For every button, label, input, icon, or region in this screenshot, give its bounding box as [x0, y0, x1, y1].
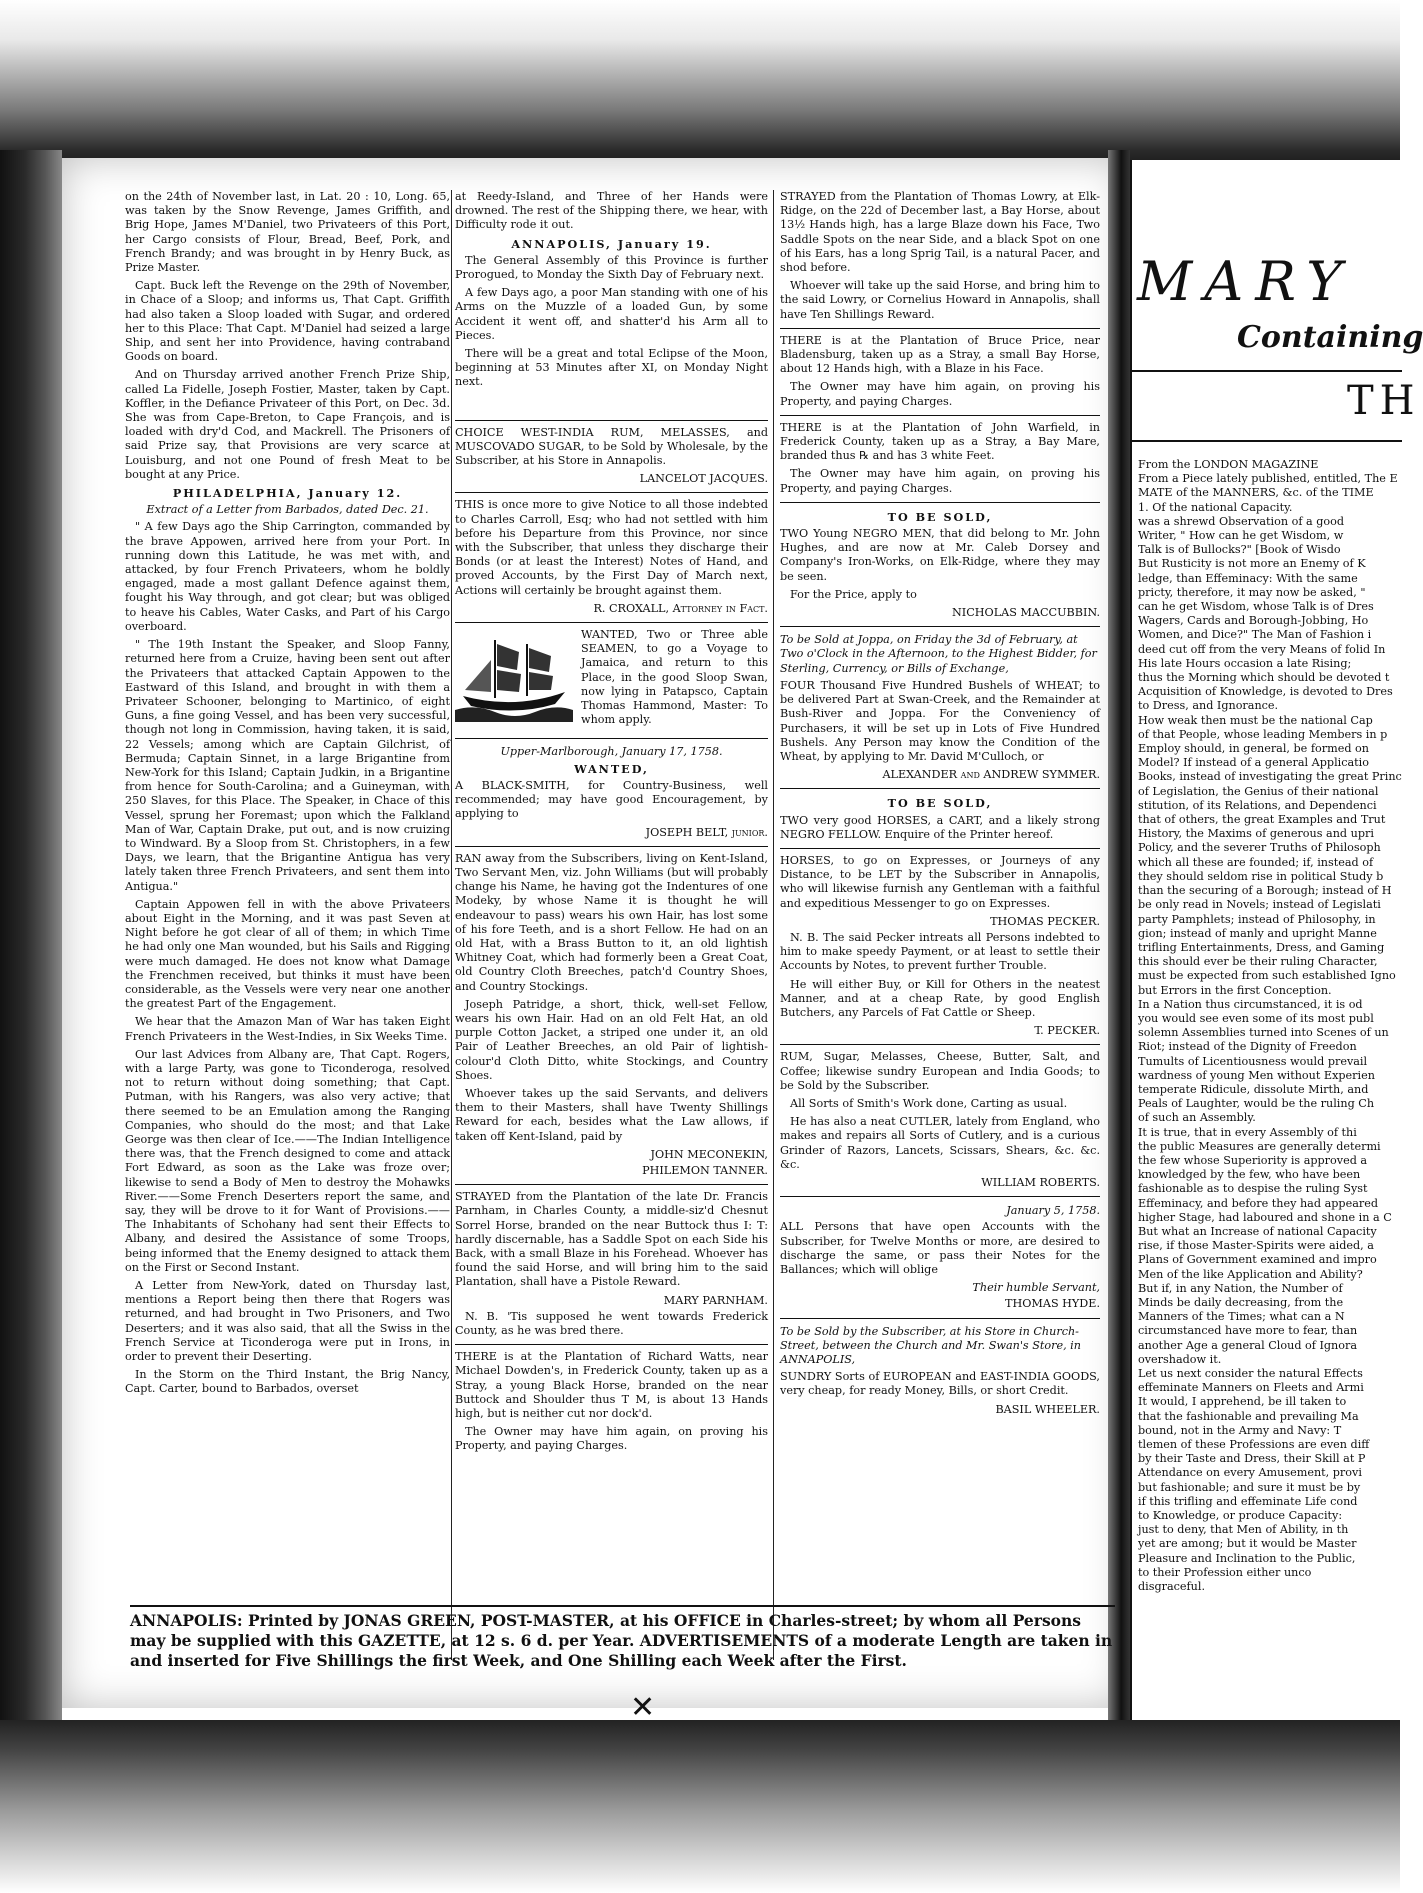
next-page-line: just to deny, that Men of Ability, in th: [1138, 1523, 1349, 1537]
advert-text: SUNDRY Sorts of EUROPEAN and EAST-INDIA GOODS, very cheap, for ready Money, Bills, or short Credit.: [780, 1370, 1100, 1398]
next-page-line: you would see even some of its most publ: [1138, 1011, 1374, 1025]
scan-shadow-top: [0, 0, 1400, 165]
next-page-line: Effeminacy, and before they had appeared: [1138, 1196, 1378, 1210]
advert-text: Joseph Patridge, a short, thick, well-set Fellow, wears his own Hair. Had on an old Felt Hat, an old purple Cotton Jacket, a striped one under it, an old Pair of Leather Breeches, an old Pair of lightish-colour'd Cloth Ditto, white Stockings, and Country Shoes.: [455, 997, 768, 1082]
advert-hyde: [780, 1196, 1100, 1311]
advert-text: Whoever takes up the said Servants, and delivers them to their Masters, shall have Twenty Shillings Reward for each, besides what the Law allows, if taken off Kent-Island, paid by: [455, 1086, 768, 1143]
next-page-subtitle: Containing: [1237, 320, 1423, 355]
advert-signature: BASIL WHEELER.: [995, 1402, 1100, 1416]
next-page-line: the public Measures are generally determi: [1138, 1139, 1381, 1153]
advert-text: TWO Young NEGRO MEN, that did belong to Mr. John Hughes, and are now at Mr. Caleb Dorsey and Company's Iron-Works, on Elk-Ridge, where they may be seen.: [780, 527, 1100, 583]
news-paragraph: at Reedy-Island, and Three of her Hands were drowned. The rest of the Shipping there, we hear, with Difficulty rode it out.: [455, 190, 768, 232]
next-page-body: [1138, 458, 1408, 1594]
next-page-line: the few whose Superiority is approved a: [1138, 1153, 1368, 1167]
advert-text: THIS is once more to give Notice to all those indebted to Charles Carroll, Esq; who had not settled with him before his Departure from this Province, nor since with the Subscriber, that unless they discharge their Bonds (or at least the Interest) Notes of Hand, and proved Accounts, by the First Day of March next, Actions will certainly be brought against them.: [455, 498, 768, 597]
advert-heading: WANTED,: [574, 761, 649, 776]
advert-text: CHOICE WEST-INDIA RUM, MELASSES, and MUSCOVADO SUGAR, to be Sold by Wholesale, by the Subscriber, at his Store in Annapolis.: [455, 425, 768, 468]
advert-text: HORSES, to go on Expresses, or Journeys of any Distance, to be LET by the Subscriber in Annapolis, who will likewise furnish any Gentleman with a faithful and expeditious Messenger to go on Expresses.: [780, 853, 1100, 910]
advert-signature: THOMAS HYDE.: [1005, 1297, 1100, 1311]
next-page-line: that of others, the great Examples and Trut: [1138, 813, 1386, 827]
advert-blacksmith: [455, 738, 768, 840]
page-gutter: [1108, 150, 1130, 1740]
next-page-line: Women, and Dice?" The Man of Fashion i: [1138, 628, 1372, 642]
next-page-line: by their Taste and Dress, their Skill at P: [1138, 1452, 1366, 1466]
advert-text: The Owner may have him again, on proving his Property, and paying Charges.: [780, 380, 1100, 408]
next-page-line: Books, instead of investigating the great Princ: [1138, 770, 1402, 784]
scan-shadow-bottom: [0, 1720, 1400, 1893]
rule: [1132, 370, 1402, 372]
next-page-line: but Errors in the first Conception.: [1138, 983, 1332, 997]
next-page-line: But Rusticity is not more an Enemy of K: [1138, 557, 1366, 571]
next-page-line: MATE of the MANNERS, &c. of the TIME: [1138, 486, 1374, 500]
next-page-line: temperate Ridicule, dissolute Mirth, and: [1138, 1082, 1369, 1096]
next-page-line: Peals of Laughter, would be the ruling Ch: [1138, 1097, 1375, 1111]
advert-wheat: [780, 626, 1100, 782]
next-page-line: Minds be daily decreasing, from the: [1138, 1295, 1344, 1309]
next-page-line: of Legislation, the Genius of their national: [1138, 784, 1379, 798]
next-page-line: wardness of young Men without Experien: [1138, 1068, 1375, 1082]
advert-heading: TO BE SOLD,: [887, 796, 993, 811]
next-page-line: Wagers, Cards and Borough-Jobbing, Ho: [1138, 614, 1369, 628]
next-page-line: of that People, whose leading Members in p: [1138, 727, 1388, 741]
next-page-line: tlemen of these Professions are even diff: [1138, 1438, 1370, 1452]
next-page-line: solemn Assemblies turned into Scenes of un: [1138, 1026, 1389, 1040]
advert-signature: WILLIAM ROBERTS.: [981, 1175, 1100, 1189]
advert-runaway: [455, 846, 768, 1178]
advert-text: WANTED, Two or Three able SEAMEN, to go a Voyage to Jamaica, and return to this Place, in the good Sloop Swan, now lying in Patapsco, Captain Thomas Hammond, Master: To whom apply.: [581, 628, 768, 727]
next-page-line: How weak then must be the national Cap: [1138, 713, 1373, 727]
advert-signature: JOSEPH BELT, junior.: [645, 825, 768, 839]
advert-price: [780, 328, 1100, 409]
letter-extract-heading: Extract of a Letter from Barbados, dated Dec. 21.: [146, 503, 429, 517]
column-3: [780, 190, 1100, 1419]
next-page-line: His late Hours occasion a late Rising;: [1138, 656, 1352, 670]
advert-negro-men: [780, 502, 1100, 620]
next-page-line: fashionable as to despise the ruling Syst: [1138, 1182, 1368, 1196]
next-page-line: Let us next consider the natural Effects: [1138, 1367, 1363, 1380]
next-page-line: to Dress, and Ignorance.: [1138, 699, 1279, 713]
next-page-line: be only read in Novels; instead of Legislati: [1138, 898, 1381, 912]
advert-text: RUM, Sugar, Melasses, Cheese, Butter, Salt, and Coffee; likewise sundry European and India Goods; to be Sold by the Subscriber.: [780, 1050, 1100, 1092]
news-paragraph: In the Storm on the Third Instant, the Brig Nancy, Capt. Carter, bound to Barbados, overset: [125, 1368, 450, 1396]
next-page-line: gion; instead of manly and upright Manne: [1138, 926, 1377, 940]
advert-text: N. B. 'Tis supposed he went towards Frederick County, as he was bred there.: [455, 1309, 768, 1338]
advert-signature: ALEXANDER and ANDREW SYMMER.: [882, 768, 1100, 782]
news-paragraph: We hear that the Amazon Man of War has taken Eight French Privateers in the West-Indies, in Six Weeks Time.: [125, 1015, 450, 1043]
next-page-line: circumstanced have more to fear, than: [1138, 1324, 1358, 1338]
column-rule: [773, 190, 774, 1660]
next-page-line: of such an Assembly.: [1138, 1111, 1256, 1125]
advert-text: STRAYED from the Plantation of Thomas Lowry, at Elk-Ridge, on the 22d of December last, a Bay Horse, about 13½ Hands high, has a large Blaze down his Face, Two Saddle Spots on the near Side, and a black Spot on one of his Ears, has a long Sprig Tail, is a natural Pacer, and shod before.: [780, 190, 1100, 275]
advert-dateline: To be Sold at Joppa, on Friday the 3d of February, at Two o'Clock in the Afternoon, to the Highest Bidder, for Sterling, Currency, or Bills of Exchange,: [780, 633, 1097, 675]
advert-lowry: [780, 190, 1100, 322]
news-paragraph: Our last Advices from Albany are, That Capt. Rogers, with a large Party, was gone to Ticonderoga, resolved not to return without doing something; that Capt. Putman, with his Rangers, was also very active; that there seemed to be an Emulation among the Ranging Companies, who should do the most; and that Lake George was then clear of Ice.——The Indian Intelligence there was, that the French designed to come and attack Fort Edward, as soon as the Lake was froze over; likewise to send a Body of Men to destroy the Mohawks River.——Some French Deserters report the same, and say, they will be drove to it for Want of Provisions.——The Inhabitants of Schohany had sent their Effects to Albany, and desired the Assistance of some Troops, being informed that the Enemy designed to attack them on the First or Second Instant.: [125, 1047, 450, 1274]
news-paragraph: And on Thursday arrived another French Prize Ship, called La Fidelle, Joseph Fostier, Master, taken by Capt. Koffler, in the Defiance Privateer of this Port, on Dec. 3d. She was from Cape-Breton, to Cape François, and is loaded with dry'd Cod, and Mackrell. The Prisoners of said Prize say, that Provisions are very scarce at Louisburg, and not one Pound of fresh Meat to be bought at any Price.: [125, 368, 450, 481]
next-page-line: Attendance on every Amusement, provi: [1138, 1466, 1362, 1480]
news-paragraph: on the 24th of November last, in Lat. 20 : 10, Long. 65, was taken by the Snow Revenge, James Griffith, and Brig Hope, James M'Daniel, two Privateers of this Port, her Cargo consists of Flour, Bread, Beef, Pork, and French Brandy; and was brought in by Henry Buck, as Prize Master.: [125, 190, 450, 275]
advert-signature: THOMAS PECKER.: [990, 914, 1100, 928]
next-page-line: History, the Maxims of generous and upri: [1138, 827, 1374, 841]
advert-text: He has also a neat CUTLER, lately from England, who makes and repairs all Sorts of Cutlery, and is a curious Grinder of Razors, Lancets, Scissars, Shears, &c. &c. &c.: [780, 1115, 1100, 1171]
next-page-line: disgraceful.: [1138, 1580, 1206, 1594]
next-page-line: if this trifling and effeminate Life cond: [1138, 1494, 1358, 1508]
next-page-line: rise, if those Master-Spirits were aided, a: [1138, 1239, 1374, 1253]
next-page-line: Model? If instead of a general Applicatio: [1138, 756, 1369, 770]
next-page-line: thus the Morning which should be devoted t: [1138, 671, 1390, 685]
next-page-title: MARY: [1137, 250, 1354, 313]
advert-wheeler: [780, 1318, 1100, 1417]
next-page-line: But what an Increase of national Capacity: [1138, 1224, 1377, 1238]
next-page-line: Writer, " How can he get Wisdom, w: [1138, 529, 1344, 543]
advert-heading: TO BE SOLD,: [887, 509, 993, 524]
next-page-line: Talk is of Bullocks?" [Book of Wisdo: [1138, 543, 1341, 557]
next-page-line: must be expected from such established Igno: [1138, 969, 1396, 983]
next-page-line: overshadow it.: [1138, 1352, 1222, 1366]
advert-signature: LANCELOT JACQUES.: [639, 472, 768, 486]
next-page-line: Riot; instead of the Dignity of Freedon: [1138, 1040, 1357, 1054]
advert-text: THERE is at the Plantation of Richard Watts, near Michael Dowden's, in Frederick County, taken up as a Stray, a young Black Horse, branded on the near Buttock and Shoulder thus T M, is about 13 Hands high, but is neither cut nor dock'd.: [455, 1350, 768, 1421]
next-page-line: Acquisition of Knowledge, is devoted to Dres: [1138, 685, 1393, 699]
advert-closing: Their humble Servant,: [972, 1281, 1100, 1295]
dateline-philadelphia: PHILADELPHIA, January 12.: [172, 486, 403, 501]
advert-text: TWO very good HORSES, a CART, and a likely strong NEGRO FELLOW. Enquire of the Printer hereof.: [780, 813, 1100, 841]
next-page-line: trifling Entertainments, Dress, and Gaming: [1138, 940, 1385, 954]
next-page-line: bound, not in the Army and Navy: T: [1138, 1423, 1342, 1437]
advert-strayed-parnham: [455, 1184, 768, 1338]
advert-text: STRAYED from the Plantation of the late Dr. Francis Parnham, in Charles County, a middle-siz'd Chesnut Sorrel Horse, branded on the near Buttock thus I: T: hardly discernable, has a Saddle Spot on each Side his Back, with a small Blaze in his Forehead. Whoever has found the said Horse, and will bring him to the said Plantation, shall have a Pistole Reward.: [455, 1190, 768, 1289]
advert-text: ALL Persons that have open Accounts with the Subscriber, for Twelve Months or more, are desired to discharge the same, or pass their Notes for the Ballances; which will oblige: [780, 1220, 1100, 1276]
next-page-line: It would, I apprehend, be ill taken to: [1138, 1395, 1347, 1409]
advert-text: N. B. The said Pecker intreats all Persons indebted to him to make speedy Payment, or at least to settle their Accounts by Notes, to prevent further Trouble.: [780, 930, 1100, 973]
advert-text: RAN away from the Subscribers, living on Kent-Island, Two Servant Men, viz. John Williams (but will probably change his Name, he having got the Indentures of one Modeky, by whose Name it is thought he will endeavour to pass) wears his own Hair, has lost some of his fore Teeth, and is a short Fellow. He had on an old Hat, with a Brass Button to it, an old lightish Whitney Coat, which had formerly been a Great Coat, old Country Cloth Breeches, patch'd Country Shoes, and Country Stockings.: [455, 851, 768, 993]
rule: [1132, 440, 1402, 442]
news-paragraph: Capt. Buck left the Revenge on the 29th of November, in Chace of a Sloop; and informs us, That Capt. Griffith had also taken a Sloop loaded with Sugar, and ordered her to this Place: That Capt. M'Daniel had seized a large Ship, and sent her into Providence, having contraband Goods on board.: [125, 279, 450, 364]
advert-signature: PHILEMON TANNER.: [642, 1163, 768, 1177]
next-page-line: From a Piece lately published, entitled, The E: [1138, 472, 1398, 486]
advert-signature: T. PECKER.: [1034, 1024, 1100, 1038]
next-page-line: Tumults of Licentiousness would prevail: [1138, 1054, 1368, 1068]
news-paragraph: There will be a great and total Eclipse of the Moon, beginning at 53 Minutes after XI, on Monday Night next.: [455, 347, 768, 389]
news-paragraph: A Letter from New-York, dated on Thursday last, mentions a Report being then there that Rogers was returned, and had brought in Two Prisoners, and Two Deserters; and it was also said, that all the Swiss in the French Service at Ticonderoga were put in Irons, in order to prevent their Deserting.: [125, 1279, 450, 1364]
advert-dateline: Upper-Marlborough, January 17, 1758.: [500, 744, 723, 758]
next-page-line: It is true, that in every Assembly of thi: [1138, 1125, 1357, 1139]
next-page-line: to their Profession either unco: [1138, 1565, 1312, 1579]
next-page-line: From the LONDON MAGAZINE: [1138, 458, 1319, 471]
next-page-line: Pleasure and Inclination to the Public,: [1138, 1551, 1356, 1565]
printer-imprint: ANNAPOLIS: Printed by JONAS GREEN, POST-MASTER, at his OFFICE in Charles-street; by whom all Persons may be supplied with this GAZETTE, at 12 s. 6 d. per Year. ADVERTISEMENTS of a moderate Length are taken in and inserted for Five Shillings the first Week, and One Shilling each Week after the First.: [130, 1605, 1115, 1671]
advert-text: A BLACK-SMITH, for Country-Business, well recommended; may have good Encouragement, by applying to: [455, 778, 768, 821]
column-2: [455, 190, 768, 1458]
next-page-line: Plans of Government examined and impro: [1138, 1253, 1377, 1267]
next-page-line: ledge, than Effeminacy: With the same: [1138, 571, 1358, 585]
next-page-line: to Knowledge, or produce Capacity:: [1138, 1509, 1343, 1523]
next-page-line: can he get Wisdom, whose Talk is of Dres: [1138, 600, 1374, 614]
next-page-line: than the securing of a Borough; instead of H: [1138, 884, 1392, 898]
next-page-line: knowledged by the few, who have been: [1138, 1168, 1361, 1182]
next-page-line: Men of the like Application and Ability?: [1138, 1267, 1363, 1281]
next-page-line: that the fashionable and prevailing Ma: [1138, 1409, 1359, 1423]
next-page-line: this should ever be their ruling Character,: [1138, 955, 1378, 969]
news-paragraph: The General Assembly of this Province is further Prorogued, to Monday the Sixth Day of February next.: [455, 253, 768, 282]
next-page-line: effeminate Manners on Fleets and Armi: [1138, 1381, 1364, 1395]
next-page-line: But if, in any Nation, the Number of: [1138, 1281, 1343, 1295]
advert-text: All Sorts of Smith's Work done, Carting as usual.: [790, 1096, 1068, 1110]
advert-carroll: [455, 492, 768, 616]
advert-text: Whoever will take up the said Horse, and bring him to the said Lowry, or Cornelius Howard in Annapolis, shall have Ten Shillings Reward.: [780, 279, 1100, 321]
advert-watts: [455, 1344, 768, 1453]
next-page-line: yet are among; but it would be Master: [1138, 1537, 1357, 1551]
next-page-line: which all these are founded; if, instead of: [1138, 855, 1374, 869]
next-page: [1130, 160, 1423, 1720]
advert-rum: [455, 420, 768, 487]
advert-text: For the Price, apply to: [790, 587, 917, 601]
next-page-line: Employ should, in general, be formed on: [1138, 742, 1369, 756]
advert-text: FOUR Thousand Five Hundred Bushels of WHEAT; to be delivered Part at Swan-Creek, and the Remainder at Bush-River and Joppa. For the Conveniency of Purchasers, it will be set up in Lots of Five Hundred Bushels. Any Person may know the Condition of the Wheat, by applying to Mr. David M'Culloch, or: [780, 678, 1100, 763]
next-page-line: deed cut off from the very Means of folid In: [1138, 642, 1386, 656]
next-page-line: Manners of the Times; what can a N: [1138, 1310, 1345, 1324]
column-1: [125, 190, 450, 1401]
advert-horses-cart: [780, 788, 1100, 842]
news-paragraph: A few Days ago, a poor Man standing with one of his Arms on the Muzzle of a loaded Gun, by some Accident it went off, and shatter'd his Arm all to Pieces.: [455, 286, 768, 342]
advert-pecker: [780, 848, 1100, 1038]
advert-dateline: January 5, 1758.: [1006, 1204, 1100, 1218]
advert-seamen: [455, 622, 768, 731]
next-page-line: stitution, of its Relations, and Dependenci: [1138, 798, 1377, 812]
next-page-line: Policy, and the severer Truths of Philosoph: [1138, 841, 1381, 855]
advert-warfield: [780, 415, 1100, 496]
next-page-line: party Pamphlets; instead of Philosophy, in: [1138, 912, 1376, 926]
next-page-line: 1. Of the national Capacity.: [1138, 500, 1293, 514]
advert-signature: JOHN MECONEKIN,: [650, 1147, 768, 1161]
next-page-line: they should seldom rise in political Study b: [1138, 869, 1384, 883]
ship-woodcut-icon: [455, 630, 573, 722]
next-page-line: higher Stage, had laboured and shone in a C: [1138, 1210, 1392, 1224]
next-page-line: pricty, therefore, it may now be asked, ": [1138, 585, 1366, 599]
news-paragraph: " A few Days ago the Ship Carrington, commanded by the brave Appowen, arrived here from your Port. In running down this Latitude, he was met with, and attacked, by four French Privateers, whom he boldly engaged, made a most gallant Defence against them, fought his Way through, and got clear; but was obliged to heave his Cables, Water Casks, and Part of his Cargo overboard.: [125, 520, 450, 633]
handwritten-x-mark: ✕: [630, 1690, 656, 1725]
book-edge: [0, 150, 62, 1750]
advert-signature: R. CROXALL, Attorney in Fact.: [593, 601, 768, 615]
news-paragraph: Captain Appowen fell in with the above Privateers about Eight in the Morning, and it was past Seven at Night before he got clear of all of them; in which Time he had only one Man wounded, but his Sails and Rigging were much damaged. He does not know what Damage the Frenchmen received, but thinks it must have been considerable, as the Vessels were very near one another the greatest Part of the Engagement.: [125, 897, 450, 1011]
advert-text: The Owner may have him again, on proving his Property, and paying Charges.: [455, 1425, 768, 1453]
advert-signature: NICHOLAS MACCUBBIN.: [952, 606, 1100, 620]
advert-text: THERE is at the Plantation of Bruce Price, near Bladensburg, taken up as a Stray, a small Bay Horse, about 12 Hands high, with a Blaze in his Face.: [780, 333, 1100, 376]
next-page-heading: TH: [1347, 378, 1421, 424]
next-page-line: In a Nation thus circumstanced, it is od: [1138, 997, 1363, 1011]
next-page-line: another Age a general Cloud of Ignora: [1138, 1338, 1358, 1352]
news-paragraph: " The 19th Instant the Speaker, and Sloop Fanny, returned here from a Cruize, having been sent out after the Privateers that attacked Captain Appowen to the Eastward of this Island, and brought in with them a Privateer Schooner, belonging to Martinico, of eight Guns, a fine going Vessel, and has been very successful, though not long in Commission, having taken, it is said, 22 Vessels; among which are Captain Gilchrist, of Bermuda; Captain Sinnet, in a large Brigantine from New-York for this Island; Captain Judkin, in a Brigantine from hence for South-Carolina; and a Guineyman, with 250 Slaves, for this Place. The Speaker, in Chace of this Vessel, sprung her Foremast; upon which the Falkland Man of War, Captain Drake, put out, and is now cruizing to Windward. By a Sloop from St. Christophers, in a few Days, we learn, that the Brigantine Antigua has very lately taken three French Privateers, and sent them into Antigua.": [125, 638, 450, 893]
dateline-annapolis: ANNAPOLIS, January 19.: [511, 236, 712, 251]
advert-dateline: To be Sold by the Subscriber, at his Store in Church-Street, between the Church and Mr. Swan's Store, in ANNAPOLIS,: [780, 1324, 1081, 1367]
advert-signature: MARY PARNHAM.: [663, 1293, 768, 1307]
advert-text: THERE is at the Plantation of John Warfield, in Frederick County, taken up as a Stray, a Bay Mare, branded thus ℞ and has 3 white Feet.: [780, 420, 1100, 463]
advert-text: The Owner may have him again, on proving his Property, and paying Charges.: [780, 467, 1100, 495]
column-rule: [451, 190, 452, 1660]
advert-text: He will either Buy, or Kill for Others in the neatest Manner, and at a cheap Rate, by good English Butchers, any Parcels of Fat Cattle or Sheep.: [780, 977, 1100, 1019]
next-page-line: was a shrewd Observation of a good: [1138, 514, 1345, 528]
advert-roberts: [780, 1044, 1100, 1190]
next-page-line: but fashionable; and sure it must be by: [1138, 1480, 1361, 1494]
